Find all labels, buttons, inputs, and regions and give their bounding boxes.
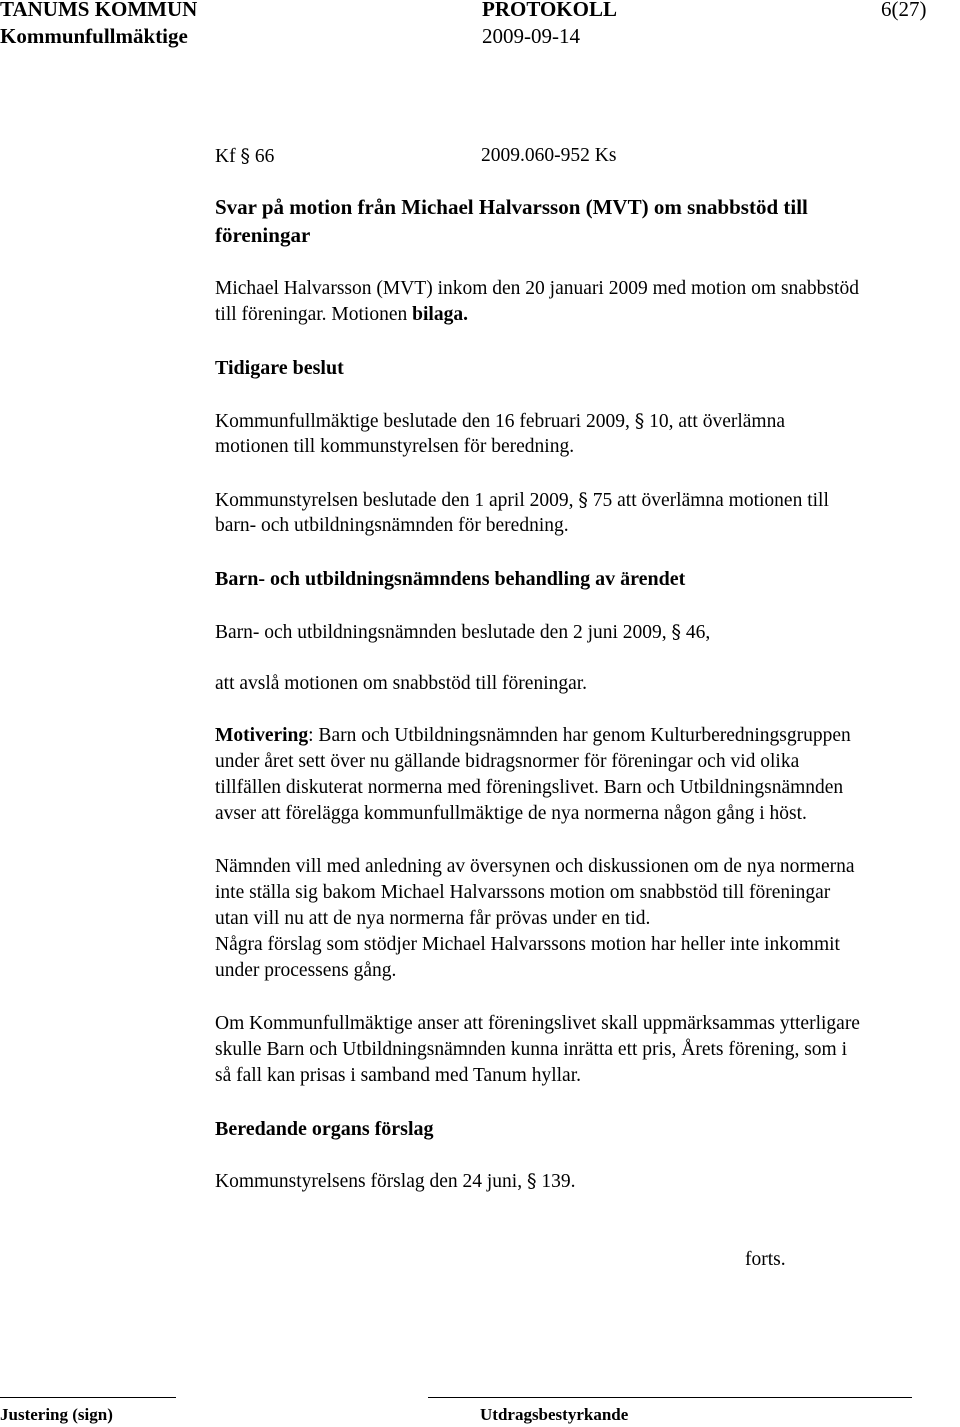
prior-decision-2: Kommunstyrelsen beslutade den 1 april 2009, § 75 att överlämna motionen till xyxy=(215,489,829,511)
prior-decision-1: Kommunfullmäktige beslutade den 16 februari 2009, § 10, att överlämna xyxy=(215,410,785,432)
committee-paragraph-3: Om Kommunfullmäktige anser att föreningslivet skall uppmärksammas ytterligare xyxy=(215,1013,860,1034)
committee-paragraph-3: skulle Barn och Utbildningsnämnden kunna inrätta ett pris, Årets förening, som i xyxy=(215,1039,848,1060)
intro-text-cont: till föreningar. Motionen bilaga. xyxy=(215,304,468,325)
document-type: PROTOKOLL xyxy=(482,0,617,21)
justering-label: Justering (sign) xyxy=(0,1405,113,1424)
committee-paragraph-2: Nämnden vill med anledning av översynen och diskussionen om de nya normerna xyxy=(215,856,855,877)
prior-decision-1-cont: motionen till kommunstyrelsen för beredning. xyxy=(215,436,575,457)
committee-handling-heading: Barn- och utbildningsnämndens behandling av ärendet xyxy=(215,568,686,590)
meeting-date: 2009-09-14 xyxy=(482,24,580,48)
committee-paragraph-3: så fall kan prisas i samband med Tanum hyllar. xyxy=(215,1065,581,1086)
case-number: 66 xyxy=(254,146,275,167)
prior-decisions-heading: Tidigare beslut xyxy=(215,357,344,379)
certification-label: Utdragsbestyrkande xyxy=(480,1405,629,1424)
signature-line-left xyxy=(0,1397,176,1398)
committee-att-clause: att avslå motionen om snabbstöd till föreningar. xyxy=(215,673,588,694)
committee-paragraph-2: utan vill nu att de nya normerna får prövas under en tid. xyxy=(215,908,651,929)
committee-paragraph-2: Några förslag som stödjer Michael Halvarssons motion har heller inte inkommit xyxy=(215,934,840,955)
intro-text: Michael Halvarsson (MVT) inkom den 20 januari 2009 med motion om snabbstöd xyxy=(215,278,859,299)
motivation-line: avser att förelägga kommunfullmäktige de nya normerna någon gång i höst. xyxy=(215,803,807,824)
case-reference xyxy=(215,143,274,170)
attachment-note: bilaga. xyxy=(412,304,468,325)
proposal-text: Kommunstyrelsens förslag den 24 juni, § 139. xyxy=(215,1170,576,1192)
continued-note: forts. xyxy=(745,1249,786,1270)
case-title: Svar på motion från Michael Halvarsson (MVT) om snabbstöd till xyxy=(215,195,808,219)
case-dnr: 2009.060-952 Ks xyxy=(481,145,617,166)
prior-decision-2-cont: barn- och utbildningsnämnden för beredning. xyxy=(215,515,569,536)
motivation-label: Motivering xyxy=(215,725,309,746)
signature-line-right xyxy=(428,1397,912,1398)
committee-paragraph-2: inte ställa sig bakom Michael Halvarssons motion om snabbstöd till föreningar xyxy=(215,882,831,903)
case-kf: Kf xyxy=(215,146,236,167)
committee-decision: Barn- och utbildningsnämnden beslutade den 2 juni 2009, § 46, xyxy=(215,621,711,643)
page-number: 6(27) xyxy=(881,0,927,21)
motivation-line: tillfällen diskuterat normerna med föreningslivet. Barn och Utbildningsnämnden xyxy=(215,777,844,798)
motivation-line: Motivering: Barn och Utbildningsnämnden har genom Kulturberedningsgruppen xyxy=(215,725,851,746)
case-title-cont: föreningar xyxy=(215,223,311,247)
paragraph-sign: § xyxy=(240,145,250,167)
proposal-heading: Beredande organs förslag xyxy=(215,1118,434,1140)
committee-paragraph-2: under processens gång. xyxy=(215,960,397,981)
organization-name: TANUMS KOMMUN xyxy=(0,0,198,21)
motivation-line: under året sett över nu gällande bidragsnormer för föreningar och vid olika xyxy=(215,751,800,772)
meeting-body: Kommunfullmäktige xyxy=(0,24,188,48)
